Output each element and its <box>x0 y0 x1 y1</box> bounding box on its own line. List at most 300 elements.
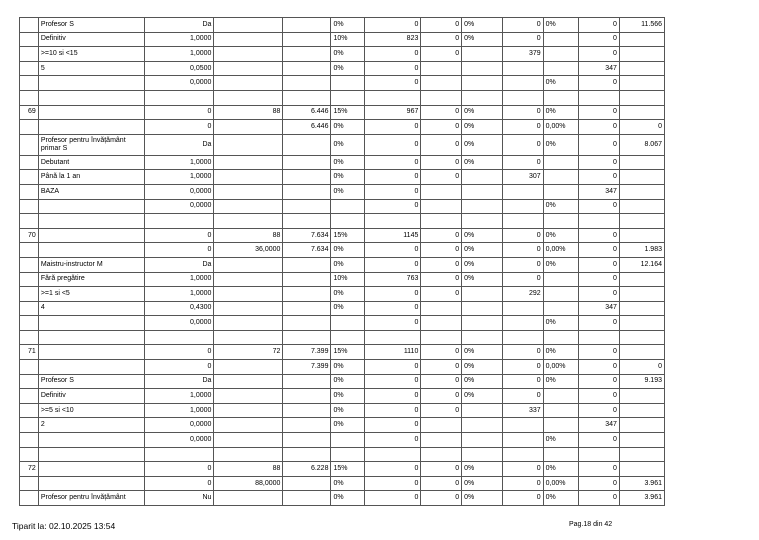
table-cell: 0% <box>462 120 503 135</box>
table-row <box>20 462 665 477</box>
table-cell: 7.634 <box>283 243 331 258</box>
table-cell: 0 <box>421 155 462 170</box>
table-row <box>20 155 665 170</box>
table-cell: Profesor S <box>38 18 145 33</box>
table-cell: 763 <box>364 272 420 287</box>
table-cell <box>283 155 331 170</box>
table-cell: 347 <box>579 301 620 316</box>
table-cell <box>283 184 331 199</box>
table-cell: 0 <box>421 170 462 185</box>
table-cell <box>20 155 39 170</box>
table-cell: 0 <box>579 228 620 243</box>
table-cell <box>214 32 283 47</box>
table-cell: 0 <box>421 476 462 491</box>
table-cell: 8.067 <box>619 134 664 155</box>
table-cell: 0% <box>462 476 503 491</box>
table-cell: 307 <box>502 170 543 185</box>
table-cell: 823 <box>364 32 420 47</box>
table-cell <box>38 90 145 105</box>
table-cell: 0% <box>331 257 364 272</box>
table-cell: 0,0500 <box>145 61 214 76</box>
table-cell: 0% <box>331 287 364 302</box>
table-cell: 0 <box>579 316 620 331</box>
table-cell: 0 <box>579 403 620 418</box>
table-cell: 0% <box>331 389 364 404</box>
table-cell <box>421 330 462 345</box>
table-row <box>20 345 665 360</box>
table-row <box>20 257 665 272</box>
table-cell <box>579 330 620 345</box>
table-cell <box>502 316 543 331</box>
table-cell: 88 <box>214 462 283 477</box>
table-cell: 3.961 <box>619 476 664 491</box>
table-cell: 0 <box>364 389 420 404</box>
table-cell: 0,0000 <box>145 184 214 199</box>
table-cell: 0 <box>364 301 420 316</box>
table-cell <box>214 257 283 272</box>
table-cell <box>331 214 364 229</box>
table-cell <box>462 61 503 76</box>
table-cell <box>502 301 543 316</box>
table-row <box>20 61 665 76</box>
table-cell <box>543 403 579 418</box>
table-cell: Da <box>145 374 214 389</box>
table-cell <box>543 47 579 62</box>
table-cell <box>502 61 543 76</box>
table-cell: 379 <box>502 47 543 62</box>
table-cell <box>619 272 664 287</box>
table-cell <box>462 90 503 105</box>
table-cell: 0 <box>145 345 214 360</box>
table-cell: 0 <box>502 155 543 170</box>
table-cell <box>283 61 331 76</box>
table-cell: Profesor pentru învățământ primar S <box>38 134 145 155</box>
table-cell <box>502 214 543 229</box>
table-cell: 10% <box>331 272 364 287</box>
table-cell: 0 <box>502 257 543 272</box>
table-cell: 0% <box>462 272 503 287</box>
table-cell: 0 <box>579 345 620 360</box>
table-cell <box>20 433 39 448</box>
table-cell: 0 <box>579 433 620 448</box>
salary-table <box>19 17 665 506</box>
table-cell <box>283 214 331 229</box>
table-cell: >=5 si <10 <box>38 403 145 418</box>
table-cell: 7.399 <box>283 345 331 360</box>
table-cell: 0 <box>579 272 620 287</box>
table-cell <box>38 214 145 229</box>
table-cell <box>619 61 664 76</box>
table-cell: 0 <box>364 316 420 331</box>
table-cell: Nu <box>145 491 214 506</box>
table-cell <box>283 257 331 272</box>
table-cell <box>619 184 664 199</box>
table-cell: 0 <box>579 462 620 477</box>
table-cell <box>619 76 664 91</box>
table-cell <box>20 184 39 199</box>
table-cell <box>38 316 145 331</box>
table-cell <box>20 120 39 135</box>
table-cell <box>421 316 462 331</box>
table-cell: 6.446 <box>283 120 331 135</box>
table-cell <box>38 120 145 135</box>
table-cell <box>20 199 39 214</box>
table-cell: 0 <box>145 105 214 120</box>
table-cell <box>283 403 331 418</box>
table-cell <box>283 287 331 302</box>
table-cell: >=10 si <15 <box>38 47 145 62</box>
table-cell <box>283 76 331 91</box>
table-cell: 15% <box>331 345 364 360</box>
table-cell: 0,0000 <box>145 418 214 433</box>
table-cell: 0 <box>579 257 620 272</box>
table-cell <box>619 301 664 316</box>
table-cell: 0% <box>543 228 579 243</box>
table-cell: 4 <box>38 301 145 316</box>
table-cell <box>543 184 579 199</box>
table-cell <box>20 374 39 389</box>
table-cell <box>214 301 283 316</box>
table-cell <box>38 330 145 345</box>
table-cell <box>20 134 39 155</box>
table-cell <box>214 272 283 287</box>
table-cell <box>502 330 543 345</box>
table-cell: 0% <box>462 257 503 272</box>
table-cell: 0 <box>579 105 620 120</box>
table-cell <box>619 90 664 105</box>
table-cell <box>283 134 331 155</box>
table-cell <box>214 61 283 76</box>
table-cell <box>462 418 503 433</box>
table-cell <box>214 360 283 375</box>
table-cell: 0,0000 <box>145 316 214 331</box>
table-cell <box>283 389 331 404</box>
table-cell <box>502 90 543 105</box>
table-cell <box>421 433 462 448</box>
table-cell <box>214 170 283 185</box>
table-cell <box>20 301 39 316</box>
table-row <box>20 316 665 331</box>
table-cell: 0 <box>421 403 462 418</box>
table-cell <box>20 61 39 76</box>
table-cell: 0 <box>145 476 214 491</box>
table-cell <box>462 330 503 345</box>
table-cell: Da <box>145 257 214 272</box>
table-cell <box>462 199 503 214</box>
table-row <box>20 32 665 47</box>
table-cell <box>502 184 543 199</box>
table-cell: 0 <box>364 170 420 185</box>
table-cell: 0% <box>331 301 364 316</box>
table-cell: 0 <box>145 462 214 477</box>
table-cell: 88,0000 <box>214 476 283 491</box>
table-cell <box>543 272 579 287</box>
table-cell: 1,0000 <box>145 287 214 302</box>
table-cell <box>543 330 579 345</box>
table-cell <box>38 345 145 360</box>
table-cell <box>543 170 579 185</box>
table-cell: 0 <box>364 462 420 477</box>
table-cell <box>20 418 39 433</box>
table-cell: 347 <box>579 61 620 76</box>
table-cell: 0 <box>421 47 462 62</box>
table-cell: 0% <box>543 316 579 331</box>
table-cell: 1,0000 <box>145 403 214 418</box>
table-cell <box>462 47 503 62</box>
table-cell: 15% <box>331 462 364 477</box>
table-cell: 1,0000 <box>145 272 214 287</box>
table-cell <box>543 90 579 105</box>
table-cell: 1,0000 <box>145 47 214 62</box>
table-cell: Profesor pentru învățământ <box>38 491 145 506</box>
table-cell: 3.961 <box>619 491 664 506</box>
table-cell <box>20 330 39 345</box>
table-cell: 88 <box>214 105 283 120</box>
table-cell: 0 <box>145 360 214 375</box>
table-cell: 72 <box>20 462 39 477</box>
table-cell: 0 <box>364 199 420 214</box>
table-cell: 0 <box>364 134 420 155</box>
table-cell <box>421 301 462 316</box>
table-cell <box>619 228 664 243</box>
table-cell: Până la 1 an <box>38 170 145 185</box>
table-row <box>20 433 665 448</box>
table-cell: 0 <box>502 134 543 155</box>
table-cell: 0 <box>579 120 620 135</box>
table-cell <box>20 316 39 331</box>
table-cell <box>20 76 39 91</box>
table-cell: 0 <box>421 120 462 135</box>
table-cell <box>20 90 39 105</box>
table-row <box>20 184 665 199</box>
table-cell <box>38 433 145 448</box>
table-cell <box>214 374 283 389</box>
table-cell <box>38 199 145 214</box>
table-cell <box>331 199 364 214</box>
table-cell: 5 <box>38 61 145 76</box>
table-cell: 1,0000 <box>145 155 214 170</box>
table-cell <box>20 214 39 229</box>
table-cell: 0 <box>364 120 420 135</box>
table-cell: 0% <box>462 491 503 506</box>
table-cell: 0 <box>619 120 664 135</box>
table-cell <box>20 389 39 404</box>
table-cell <box>214 447 283 462</box>
table-cell: 9.193 <box>619 374 664 389</box>
table-cell: 0% <box>331 243 364 258</box>
table-cell <box>619 199 664 214</box>
table-cell: 0 <box>579 47 620 62</box>
spacer-row <box>20 330 665 345</box>
table-cell <box>283 374 331 389</box>
table-cell: 0,00% <box>543 360 579 375</box>
table-cell <box>421 184 462 199</box>
table-cell: 15% <box>331 105 364 120</box>
table-cell: 0% <box>462 243 503 258</box>
table-cell <box>214 403 283 418</box>
table-cell: Da <box>145 18 214 33</box>
table-cell: 0 <box>502 374 543 389</box>
table-cell: 0% <box>462 32 503 47</box>
table-cell: 0 <box>502 18 543 33</box>
table-cell: 337 <box>502 403 543 418</box>
table-cell: 15% <box>331 228 364 243</box>
table-cell: 0% <box>543 18 579 33</box>
table-cell: 0% <box>543 491 579 506</box>
table-cell <box>214 433 283 448</box>
table-cell <box>619 403 664 418</box>
table-cell <box>502 199 543 214</box>
table-row <box>20 18 665 33</box>
table-cell <box>20 170 39 185</box>
table-cell: 0 <box>145 120 214 135</box>
table-cell: 0 <box>579 155 620 170</box>
table-cell: Profesor S <box>38 374 145 389</box>
table-cell: 0% <box>462 360 503 375</box>
table-row <box>20 418 665 433</box>
table-cell: 0 <box>421 491 462 506</box>
table-cell <box>619 170 664 185</box>
table-cell <box>38 76 145 91</box>
table-cell: 0,00% <box>543 476 579 491</box>
table-cell: 0% <box>543 134 579 155</box>
table-cell: 0% <box>331 47 364 62</box>
table-cell: 2 <box>38 418 145 433</box>
table-cell <box>214 18 283 33</box>
table-cell <box>543 61 579 76</box>
table-row <box>20 105 665 120</box>
table-cell <box>283 170 331 185</box>
table-cell: 0 <box>364 243 420 258</box>
table-cell: 0% <box>543 374 579 389</box>
table-cell: 88 <box>214 228 283 243</box>
table-cell: 0 <box>364 155 420 170</box>
table-cell: 0 <box>364 47 420 62</box>
table-cell: 0% <box>331 134 364 155</box>
table-cell <box>20 18 39 33</box>
table-cell <box>421 214 462 229</box>
table-cell <box>331 447 364 462</box>
table-cell: 0% <box>462 374 503 389</box>
table-cell: 0% <box>331 418 364 433</box>
table-cell <box>462 433 503 448</box>
table-cell <box>543 214 579 229</box>
table-cell: 0% <box>331 403 364 418</box>
table-cell: 1,0000 <box>145 389 214 404</box>
table-cell: 0% <box>543 76 579 91</box>
table-cell <box>283 272 331 287</box>
table-cell: 0 <box>364 360 420 375</box>
table-cell: 0% <box>331 491 364 506</box>
table-cell: 347 <box>579 184 620 199</box>
table-cell: 0 <box>364 374 420 389</box>
table-row <box>20 389 665 404</box>
table-cell <box>283 476 331 491</box>
table-cell: 0% <box>331 374 364 389</box>
table-cell: 0 <box>421 345 462 360</box>
table-cell: 0 <box>421 134 462 155</box>
table-cell <box>579 90 620 105</box>
table-cell: 0 <box>421 272 462 287</box>
table-cell <box>331 90 364 105</box>
table-cell: 0% <box>543 257 579 272</box>
table-cell <box>543 301 579 316</box>
table-cell: 0 <box>579 134 620 155</box>
table-cell: Definitiv <box>38 32 145 47</box>
table-cell: 0,00% <box>543 243 579 258</box>
table-cell <box>619 330 664 345</box>
table-cell: 0% <box>543 199 579 214</box>
table-cell <box>331 316 364 331</box>
page-number: Pag.18 din 42 <box>569 521 613 528</box>
table-cell <box>502 447 543 462</box>
table-cell: 0% <box>331 155 364 170</box>
table-cell <box>283 433 331 448</box>
table-cell <box>502 418 543 433</box>
table-cell: 0% <box>462 105 503 120</box>
table-cell <box>214 316 283 331</box>
table-cell: 0 <box>502 105 543 120</box>
table-cell <box>283 491 331 506</box>
table-cell <box>38 447 145 462</box>
print-timestamp: Tiparit la: 02.10.2025 13:54 <box>12 521 116 531</box>
table-cell: 0 <box>421 360 462 375</box>
table-cell <box>619 316 664 331</box>
table-cell <box>283 90 331 105</box>
table-cell <box>579 447 620 462</box>
table-cell: Debutant <box>38 155 145 170</box>
table-cell: 0 <box>502 491 543 506</box>
table-cell: 0 <box>364 61 420 76</box>
table-cell: 72 <box>214 345 283 360</box>
table-cell: 0 <box>619 360 664 375</box>
table-cell: 0 <box>421 287 462 302</box>
table-row <box>20 228 665 243</box>
table-cell <box>283 301 331 316</box>
table-cell: 0,0000 <box>145 433 214 448</box>
table-cell: 0 <box>364 18 420 33</box>
table-cell <box>38 360 145 375</box>
table-cell <box>462 316 503 331</box>
table-cell <box>462 301 503 316</box>
table-cell: 0 <box>579 199 620 214</box>
table-row <box>20 491 665 506</box>
table-cell <box>214 120 283 135</box>
table-cell: 71 <box>20 345 39 360</box>
table-cell: 0,0000 <box>145 76 214 91</box>
table-cell: 0 <box>421 462 462 477</box>
table-cell <box>543 32 579 47</box>
table-row <box>20 134 665 155</box>
table-cell <box>20 32 39 47</box>
table-cell <box>462 214 503 229</box>
table-cell <box>619 47 664 62</box>
table-cell: 0 <box>421 389 462 404</box>
table-cell: 292 <box>502 287 543 302</box>
table-cell <box>619 32 664 47</box>
table-cell: 0 <box>579 491 620 506</box>
table-cell: 0% <box>462 18 503 33</box>
table-cell <box>214 184 283 199</box>
table-cell <box>502 433 543 448</box>
table-cell: 0 <box>502 120 543 135</box>
table-cell <box>543 155 579 170</box>
table-cell <box>543 447 579 462</box>
table-cell: 0% <box>331 18 364 33</box>
table-cell: 0 <box>364 433 420 448</box>
table-cell <box>214 134 283 155</box>
table-row <box>20 301 665 316</box>
